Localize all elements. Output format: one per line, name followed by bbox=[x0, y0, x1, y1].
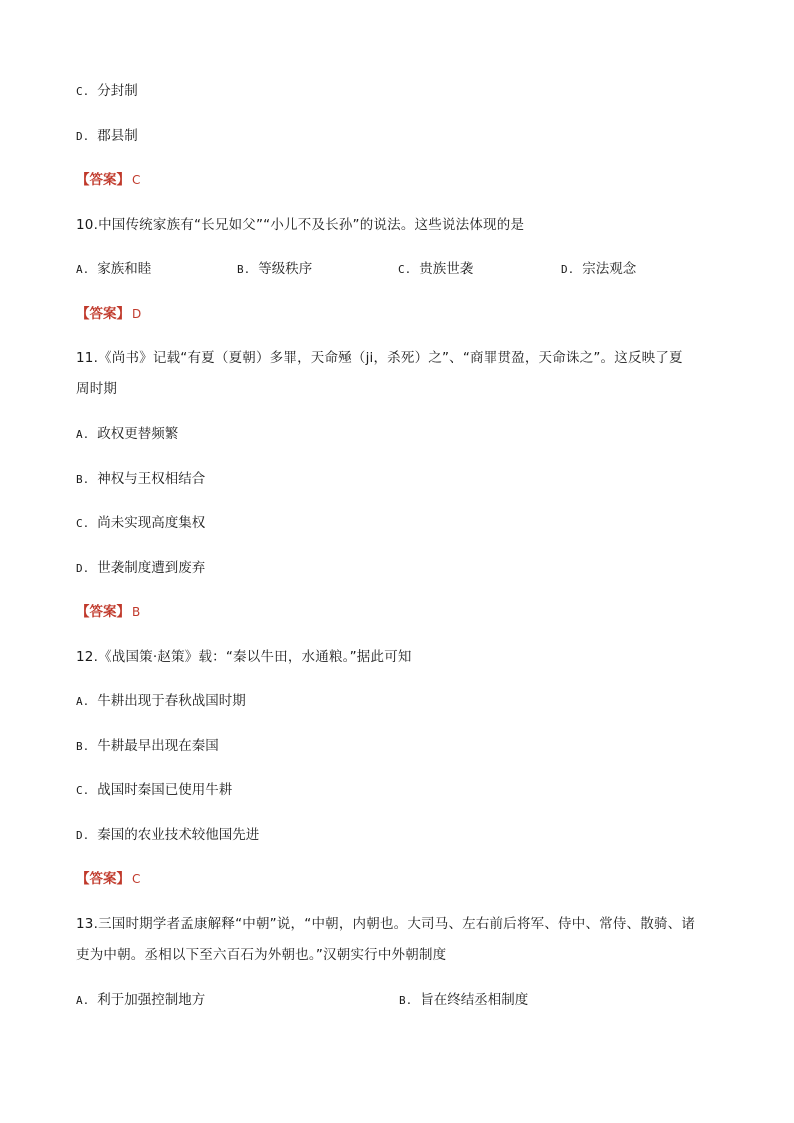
option-c-q9: C. 分封制 bbox=[76, 83, 138, 99]
option-b-q10: B. 等级秩序 bbox=[237, 261, 313, 277]
option-a-q11: A. 政权更替频繁 bbox=[76, 426, 179, 442]
option-a-q13: A. 利于加强控制地方 bbox=[76, 992, 206, 1008]
option-d-q12: D. 秦国的农业技术较他国先进 bbox=[76, 827, 260, 843]
answer-q12: 【答案】 C bbox=[76, 871, 141, 887]
question-12-stem: 12.《战国策·赵策》载：“秦以牛田，水通粮。”据此可知 bbox=[76, 649, 412, 665]
question-11-stem-line1: 11.《尚书》记载“有夏（夏朝）多罪，天命殛（ji，杀死）之”、“商罪贯盈，天命诛之”。这反映了夏 bbox=[76, 350, 683, 366]
option-d-q10: D. 宗法观念 bbox=[561, 261, 637, 277]
answer-q9: 【答案】 C bbox=[76, 172, 141, 188]
option-a-q10: A. 家族和睦 bbox=[76, 261, 152, 277]
option-c-q10: C. 贵族世袭 bbox=[398, 261, 474, 277]
question-11-stem-line2: 周时期 bbox=[76, 381, 118, 397]
question-13-stem-line2: 吏为中朝。丞相以下至六百石为外朝也。”汉朝实行中外朝制度 bbox=[76, 947, 447, 963]
option-b-q11: B. 神权与王权相结合 bbox=[76, 471, 206, 487]
question-13-stem-line1: 13.三国时期学者孟康解释“中朝”说，“中朝，内朝也。大司马、左右前后将军、侍中、常侍、散骑、诸 bbox=[76, 916, 696, 932]
question-10-stem: 10.中国传统家族有“长兄如父”“小儿不及长孙”的说法。这些说法体现的是 bbox=[76, 217, 525, 233]
option-c-q11: C. 尚未实现高度集权 bbox=[76, 515, 206, 531]
option-c-q12: C. 战国时秦国已使用牛耕 bbox=[76, 782, 233, 798]
option-d-q11: D. 世袭制度遭到废弃 bbox=[76, 560, 206, 576]
answer-q10: 【答案】 D bbox=[76, 306, 142, 322]
answer-q11: 【答案】 B bbox=[76, 604, 141, 620]
option-b-q12: B. 牛耕最早出现在秦国 bbox=[76, 738, 219, 754]
option-d-q9: D. 郡县制 bbox=[76, 128, 138, 144]
option-a-q12: A. 牛耕出现于春秋战国时期 bbox=[76, 693, 246, 709]
option-b-q13: B. 旨在终结丞相制度 bbox=[399, 992, 529, 1008]
